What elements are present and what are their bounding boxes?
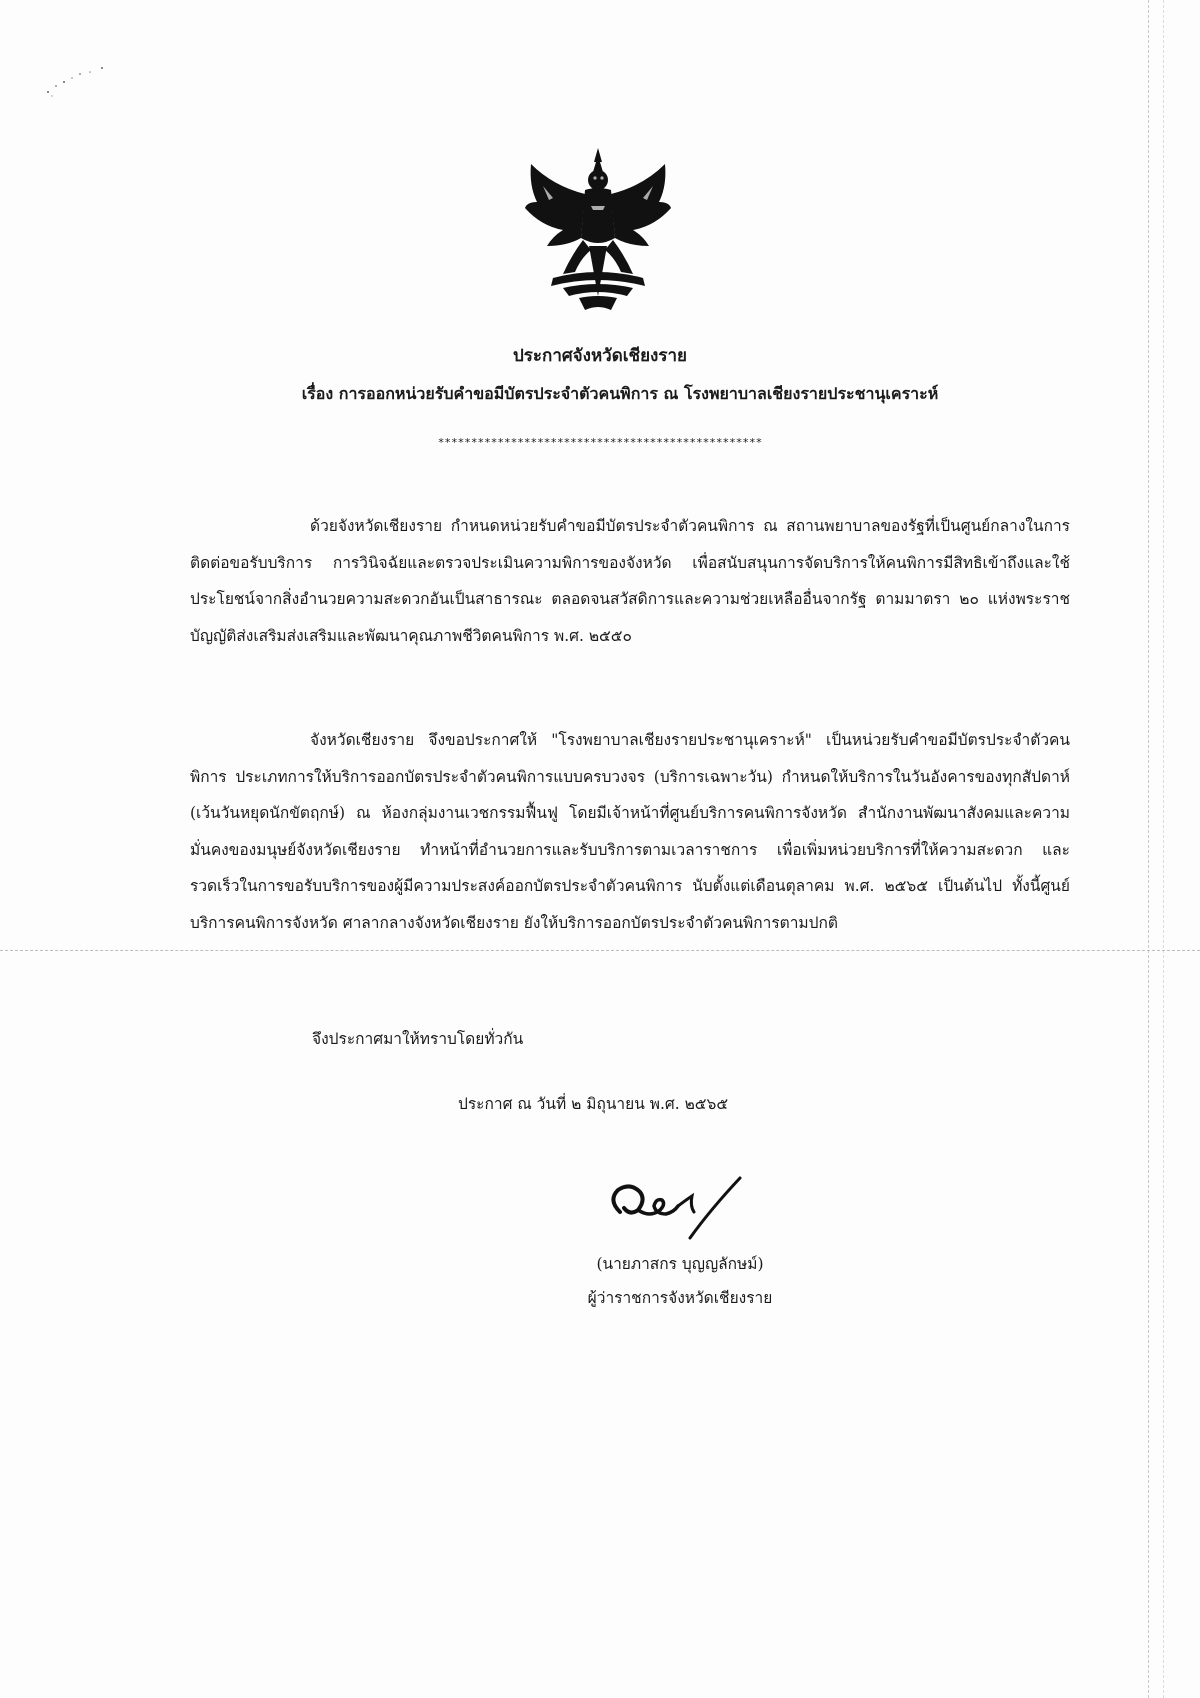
body-paragraph: ด้วยจังหวัดเชียงราย กำหนดหน่วยรับคำขอมีบัตรประจำตัวคนพิการ ณ สถานพยาบาลของรัฐที่เป็นศูนย์กลางในการติดต่อขอรับบริการ การวินิจฉัยและตรวจประเมินความพิการของจังหวัด เพื่อสนับสนุนการจัดบริการให้คนพิการมีสิทธิเข้าถึงและใช้ประโยชน์จากสิ่งอำนวยความสะดวกอันเป็นสาธารณะ ตลอดจนสวัสดิการและความช่วยเหลืออื่นจากรัฐ ตามมาตรา ๒๐ แห่งพระราชบัญญัติส่งเสริมส่งเสริมและพัฒนาคุณภาพชีวิตคนพิการ พ.ศ. ๒๕๕๐ xyxy=(190,517,1070,645)
announcement-title: ประกาศจังหวัดเชียงราย xyxy=(513,346,687,366)
announcement-subject: เรื่อง การออกหน่วยรับคำขอมีบัตรประจำตัวคนพิการ ณ โรงพยาบาลเชียงรายประชานุเคราะห์ xyxy=(301,384,939,403)
body-paragraph: จังหวัดเชียงราย จึงขอประกาศให้ "โรงพยาบาลเชียงรายประชานุเคราะห์" เป็นหน่วยรับคำขอมีบัตรประจำตัวคนพิการ ประเภทการให้บริการออกบัตรประจำตัวคนพิการแบบครบวงจร (บริการเฉพาะวัน) กำหนดให้บริการในวันอังคารของทุกสัปดาห์ (เว้นวันหยุดนักขัตฤกษ์) ณ ห้องกลุ่มงานเวชกรรมฟื้นฟู โดยมีเจ้าหน้าที่ศูนย์บริการคนพิการจังหวัด สำนักงานพัฒนาสังคมและความมั่นคงของมนุษย์จังหวัดเชียงราย ทำหน้าที่อำนวยการและรับบริการตามเวลาราชการ เพื่อเพิ่มหน่วยบริการที่ให้ความสะดวก และรวดเร็วในการขอรับบริการของผู้มีความประสงค์ออกบัตรประจำตัวคนพิการ นับตั้งแต่เดือนตุลาคม พ.ศ. ๒๕๖๕ เป็นต้นไป ทั้งนี้ศูนย์บริการคนพิการจังหวัด ศาลากลางจังหวัดเชียงราย ยังให้บริการออกบัตรประจำตัวคนพิการตามปกติ xyxy=(190,731,1070,932)
signer-name: (นายภาสกร บุญญลักษม์) xyxy=(596,1255,764,1273)
announcement-date: ประกาศ ณ วันที่ ๒ มิถุนายน พ.ศ. ๒๕๖๕ xyxy=(458,1095,729,1113)
scan-specks xyxy=(40,60,120,100)
closing-statement: จึงประกาศมาให้ทราบโดยทั่วกัน xyxy=(312,1030,524,1048)
scan-edge-line xyxy=(1148,0,1149,1698)
garuda-emblem-icon xyxy=(523,146,673,314)
scan-fold-line xyxy=(0,950,1200,951)
scan-edge-line xyxy=(1163,0,1164,1698)
signer-title: ผู้ว่าราชการจังหวัดเชียงราย xyxy=(587,1289,773,1307)
separator-line: ************************************************* xyxy=(437,436,763,449)
signature-icon xyxy=(590,1160,770,1260)
